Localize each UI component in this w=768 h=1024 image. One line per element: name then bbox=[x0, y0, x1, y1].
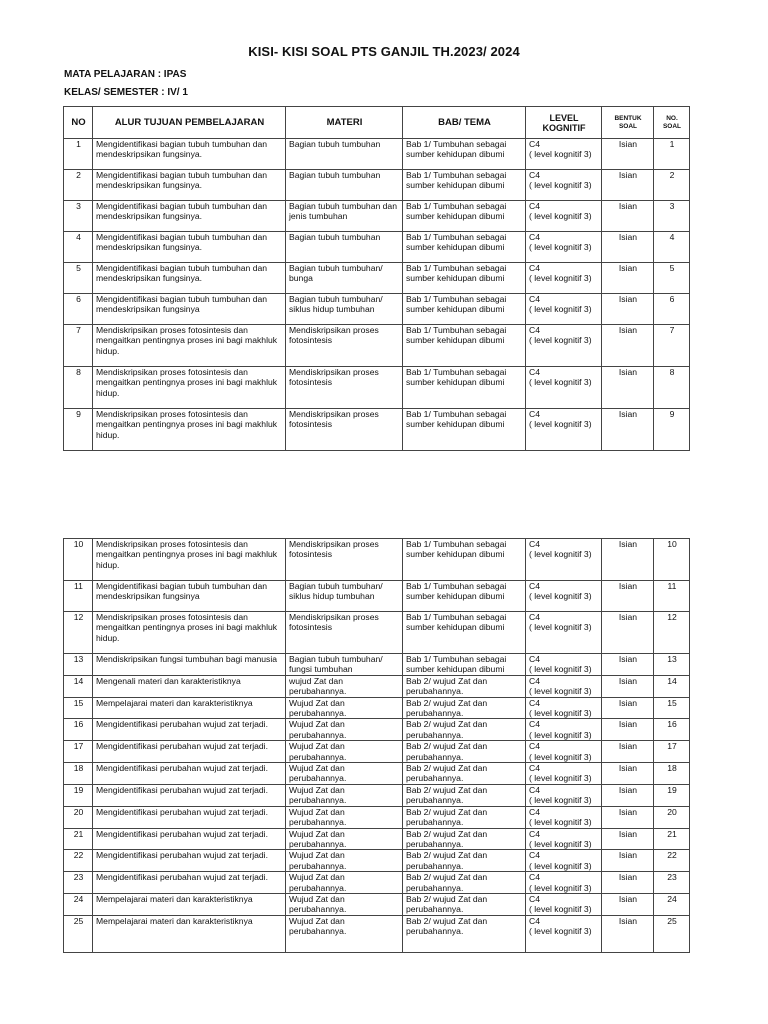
row-nosoal: 14 bbox=[654, 675, 690, 697]
row-nosoal: 10 bbox=[654, 539, 690, 581]
row-no: 11 bbox=[64, 581, 93, 612]
row-bentuk: Isian bbox=[602, 325, 654, 367]
row-bab: Bab 2/ wujud Zat dan perubahannya. bbox=[403, 850, 526, 872]
row-nosoal: 8 bbox=[654, 367, 690, 409]
row-bentuk: Isian bbox=[602, 612, 654, 654]
row-alur: Mengenali materi dan karakteristiknya bbox=[93, 675, 286, 697]
row-materi: Bagian tubuh tumbuhan/ siklus hidup tumbuhan bbox=[286, 581, 403, 612]
row-alur: Mendiskripsikan fungsi tumbuhan bagi manusia bbox=[93, 654, 286, 676]
row-bentuk: Isian bbox=[602, 367, 654, 409]
row-level: C4 ( level kognitif 3) bbox=[526, 139, 602, 170]
row-alur: Mengidentifikasi perubahan wujud zat terjadi. bbox=[93, 872, 286, 894]
row-bab: Bab 2/ wujud Zat dan perubahannya. bbox=[403, 719, 526, 741]
row-alur: Mengidentifikasi bagian tubuh tumbuhan dan mendeskripsikan fungsinya. bbox=[93, 232, 286, 263]
row-nosoal: 6 bbox=[654, 294, 690, 325]
header-bab: BAB/ TEMA bbox=[403, 107, 526, 139]
row-nosoal: 7 bbox=[654, 325, 690, 367]
row-level: C4 ( level kognitif 3) bbox=[526, 784, 602, 806]
row-materi: Bagian tubuh tumbuhan/ fungsi tumbuhan bbox=[286, 654, 403, 676]
row-bentuk: Isian bbox=[602, 201, 654, 232]
row-nosoal: 22 bbox=[654, 850, 690, 872]
row-level: C4 ( level kognitif 3) bbox=[526, 367, 602, 409]
row-materi: wujud Zat dan perubahannya. bbox=[286, 675, 403, 697]
table-row bbox=[64, 581, 690, 612]
row-no: 13 bbox=[64, 654, 93, 676]
table-header-row bbox=[64, 107, 690, 139]
row-alur: Mengidentifikasi bagian tubuh tumbuhan dan mendeskripsikan fungsinya. bbox=[93, 139, 286, 170]
row-materi: Wujud Zat dan perubahannya. bbox=[286, 763, 403, 785]
row-bab: Bab 1/ Tumbuhan sebagai sumber kehidupan dibumi bbox=[403, 139, 526, 170]
row-level: C4 ( level kognitif 3) bbox=[526, 201, 602, 232]
table-row bbox=[64, 763, 690, 785]
kisi-table-part-1 bbox=[63, 106, 690, 451]
row-bab: Bab 1/ Tumbuhan sebagai sumber kehidupan dibumi bbox=[403, 294, 526, 325]
row-nosoal: 20 bbox=[654, 806, 690, 828]
row-materi: Mendiskripsikan proses fotosintesis bbox=[286, 539, 403, 581]
row-materi: Mendiskripsikan proses fotosintesis bbox=[286, 367, 403, 409]
row-materi: Wujud Zat dan perubahannya. bbox=[286, 806, 403, 828]
row-level: C4 ( level kognitif 3) bbox=[526, 763, 602, 785]
header-no: NO bbox=[64, 107, 93, 139]
kisi-table-part-2 bbox=[63, 538, 690, 953]
row-bab: Bab 1/ Tumbuhan sebagai sumber kehidupan dibumi bbox=[403, 232, 526, 263]
row-bentuk: Isian bbox=[602, 675, 654, 697]
row-nosoal: 15 bbox=[654, 697, 690, 719]
table-row bbox=[64, 872, 690, 894]
row-level: C4 ( level kognitif 3) bbox=[526, 675, 602, 697]
row-no: 24 bbox=[64, 893, 93, 915]
row-bentuk: Isian bbox=[602, 139, 654, 170]
table-row bbox=[64, 170, 690, 201]
row-bab: Bab 1/ Tumbuhan sebagai sumber kehidupan dibumi bbox=[403, 201, 526, 232]
table-row bbox=[64, 654, 690, 676]
row-alur: Mendiskripsikan proses fotosintesis dan mengaitkan pentingnya proses ini bagi makhluk hidup. bbox=[93, 367, 286, 409]
row-bentuk: Isian bbox=[602, 232, 654, 263]
row-bab: Bab 2/ wujud Zat dan perubahannya. bbox=[403, 697, 526, 719]
row-bab: Bab 1/ Tumbuhan sebagai sumber kehidupan dibumi bbox=[403, 612, 526, 654]
row-no: 20 bbox=[64, 806, 93, 828]
row-bentuk: Isian bbox=[602, 654, 654, 676]
row-bab: Bab 2/ wujud Zat dan perubahannya. bbox=[403, 806, 526, 828]
row-bentuk: Isian bbox=[602, 806, 654, 828]
row-materi: Bagian tubuh tumbuhan bbox=[286, 170, 403, 201]
table-row bbox=[64, 325, 690, 367]
row-bab: Bab 1/ Tumbuhan sebagai sumber kehidupan dibumi bbox=[403, 367, 526, 409]
row-nosoal: 13 bbox=[654, 654, 690, 676]
row-bab: Bab 2/ wujud Zat dan perubahannya. bbox=[403, 893, 526, 915]
row-materi: Wujud Zat dan perubahannya. bbox=[286, 697, 403, 719]
row-level: C4 ( level kognitif 3) bbox=[526, 893, 602, 915]
table-row bbox=[64, 719, 690, 741]
row-alur: Mendiskripsikan proses fotosintesis dan mengaitkan pentingnya proses ini bagi makhluk hidup. bbox=[93, 612, 286, 654]
row-nosoal: 11 bbox=[654, 581, 690, 612]
row-no: 16 bbox=[64, 719, 93, 741]
row-level: C4 ( level kognitif 3) bbox=[526, 539, 602, 581]
row-bab: Bab 1/ Tumbuhan sebagai sumber kehidupan dibumi bbox=[403, 409, 526, 451]
table-row bbox=[64, 893, 690, 915]
row-no: 15 bbox=[64, 697, 93, 719]
row-bentuk: Isian bbox=[602, 741, 654, 763]
table-row bbox=[64, 367, 690, 409]
table-row bbox=[64, 806, 690, 828]
row-materi: Bagian tubuh tumbuhan bbox=[286, 139, 403, 170]
row-bab: Bab 1/ Tumbuhan sebagai sumber kehidupan dibumi bbox=[403, 263, 526, 294]
row-bentuk: Isian bbox=[602, 409, 654, 451]
row-materi: Wujud Zat dan perubahannya. bbox=[286, 784, 403, 806]
row-no: 2 bbox=[64, 170, 93, 201]
row-alur: Mempelajarai materi dan karakteristiknya bbox=[93, 915, 286, 952]
row-alur: Mendiskripsikan proses fotosintesis dan mengaitkan pentingnya proses ini bagi makhluk hidup. bbox=[93, 409, 286, 451]
row-materi: Wujud Zat dan perubahannya. bbox=[286, 872, 403, 894]
row-no: 18 bbox=[64, 763, 93, 785]
row-level: C4 ( level kognitif 3) bbox=[526, 232, 602, 263]
row-materi: Wujud Zat dan perubahannya. bbox=[286, 719, 403, 741]
row-nosoal: 25 bbox=[654, 915, 690, 952]
row-bab: Bab 2/ wujud Zat dan perubahannya. bbox=[403, 741, 526, 763]
row-bentuk: Isian bbox=[602, 294, 654, 325]
row-bentuk: Isian bbox=[602, 872, 654, 894]
row-bab: Bab 2/ wujud Zat dan perubahannya. bbox=[403, 828, 526, 850]
header-bentuk: BENTUK SOAL bbox=[602, 107, 654, 139]
row-bentuk: Isian bbox=[602, 170, 654, 201]
row-nosoal: 4 bbox=[654, 232, 690, 263]
row-alur: Mengidentifikasi perubahan wujud zat terjadi. bbox=[93, 719, 286, 741]
row-level: C4 ( level kognitif 3) bbox=[526, 263, 602, 294]
row-bentuk: Isian bbox=[602, 784, 654, 806]
row-bentuk: Isian bbox=[602, 263, 654, 294]
row-alur: Mengidentifikasi perubahan wujud zat terjadi. bbox=[93, 784, 286, 806]
row-materi: Wujud Zat dan perubahannya. bbox=[286, 741, 403, 763]
row-alur: Mengidentifikasi perubahan wujud zat terjadi. bbox=[93, 763, 286, 785]
row-bentuk: Isian bbox=[602, 828, 654, 850]
row-alur: Mengidentifikasi perubahan wujud zat terjadi. bbox=[93, 806, 286, 828]
page-title: KISI- KISI SOAL PTS GANJIL TH.2023/ 2024 bbox=[248, 44, 520, 59]
row-bab: Bab 2/ wujud Zat dan perubahannya. bbox=[403, 915, 526, 952]
table-row bbox=[64, 850, 690, 872]
row-materi: Wujud Zat dan perubahannya. bbox=[286, 850, 403, 872]
row-nosoal: 21 bbox=[654, 828, 690, 850]
row-materi: Bagian tubuh tumbuhan dan jenis tumbuhan bbox=[286, 201, 403, 232]
row-materi: Wujud Zat dan perubahannya. bbox=[286, 915, 403, 952]
row-bab: Bab 1/ Tumbuhan sebagai sumber kehidupan dibumi bbox=[403, 654, 526, 676]
header-alur: ALUR TUJUAN PEMBELAJARAN bbox=[93, 107, 286, 139]
kelas-semester: KELAS/ SEMESTER : IV/ 1 bbox=[64, 87, 188, 98]
row-bentuk: Isian bbox=[602, 539, 654, 581]
row-bab: Bab 1/ Tumbuhan sebagai sumber kehidupan dibumi bbox=[403, 539, 526, 581]
row-bab: Bab 2/ wujud Zat dan perubahannya. bbox=[403, 784, 526, 806]
row-no: 19 bbox=[64, 784, 93, 806]
row-alur: Mengidentifikasi bagian tubuh tumbuhan dan mendeskripsikan fungsinya bbox=[93, 581, 286, 612]
row-materi: Mendiskripsikan proses fotosintesis bbox=[286, 325, 403, 367]
row-no: 25 bbox=[64, 915, 93, 952]
row-nosoal: 17 bbox=[654, 741, 690, 763]
row-no: 9 bbox=[64, 409, 93, 451]
row-alur: Mengidentifikasi bagian tubuh tumbuhan dan mendeskripsikan fungsinya. bbox=[93, 201, 286, 232]
row-alur: Mendiskripsikan proses fotosintesis dan mengaitkan pentingnya proses ini bagi makhluk hidup. bbox=[93, 539, 286, 581]
row-level: C4 ( level kognitif 3) bbox=[526, 170, 602, 201]
row-no: 8 bbox=[64, 367, 93, 409]
row-nosoal: 2 bbox=[654, 170, 690, 201]
row-materi: Bagian tubuh tumbuhan bbox=[286, 232, 403, 263]
row-no: 1 bbox=[64, 139, 93, 170]
row-materi: Bagian tubuh tumbuhan/ siklus hidup tumbuhan bbox=[286, 294, 403, 325]
row-bab: Bab 2/ wujud Zat dan perubahannya. bbox=[403, 763, 526, 785]
row-alur: Mendiskripsikan proses fotosintesis dan mengaitkan pentingnya proses ini bagi makhluk hidup. bbox=[93, 325, 286, 367]
row-level: C4 ( level kognitif 3) bbox=[526, 654, 602, 676]
row-alur: Mengidentifikasi perubahan wujud zat terjadi. bbox=[93, 741, 286, 763]
row-nosoal: 19 bbox=[654, 784, 690, 806]
row-bentuk: Isian bbox=[602, 697, 654, 719]
row-alur: Mempelajarai materi dan karakteristiknya bbox=[93, 893, 286, 915]
row-level: C4 ( level kognitif 3) bbox=[526, 581, 602, 612]
row-bentuk: Isian bbox=[602, 719, 654, 741]
table-row bbox=[64, 915, 690, 952]
row-level: C4 ( level kognitif 3) bbox=[526, 409, 602, 451]
row-materi: Wujud Zat dan perubahannya. bbox=[286, 893, 403, 915]
row-no: 4 bbox=[64, 232, 93, 263]
row-level: C4 ( level kognitif 3) bbox=[526, 872, 602, 894]
row-no: 7 bbox=[64, 325, 93, 367]
row-no: 23 bbox=[64, 872, 93, 894]
table-row bbox=[64, 294, 690, 325]
row-level: C4 ( level kognitif 3) bbox=[526, 697, 602, 719]
row-alur: Mengidentifikasi bagian tubuh tumbuhan dan mendeskripsikan fungsinya. bbox=[93, 170, 286, 201]
row-level: C4 ( level kognitif 3) bbox=[526, 741, 602, 763]
row-nosoal: 18 bbox=[654, 763, 690, 785]
header-nosoal: NO. SOAL bbox=[654, 107, 690, 139]
row-nosoal: 23 bbox=[654, 872, 690, 894]
row-bentuk: Isian bbox=[602, 915, 654, 952]
table-row bbox=[64, 741, 690, 763]
row-nosoal: 12 bbox=[654, 612, 690, 654]
row-materi: Mendiskripsikan proses fotosintesis bbox=[286, 612, 403, 654]
row-no: 21 bbox=[64, 828, 93, 850]
row-level: C4 ( level kognitif 3) bbox=[526, 719, 602, 741]
row-level: C4 ( level kognitif 3) bbox=[526, 806, 602, 828]
row-nosoal: 24 bbox=[654, 893, 690, 915]
row-bentuk: Isian bbox=[602, 850, 654, 872]
row-materi: Mendiskripsikan proses fotosintesis bbox=[286, 409, 403, 451]
row-no: 5 bbox=[64, 263, 93, 294]
row-nosoal: 3 bbox=[654, 201, 690, 232]
row-level: C4 ( level kognitif 3) bbox=[526, 850, 602, 872]
table-row bbox=[64, 697, 690, 719]
mata-pelajaran: MATA PELAJARAN : IPAS bbox=[64, 69, 187, 80]
row-no: 17 bbox=[64, 741, 93, 763]
row-no: 14 bbox=[64, 675, 93, 697]
row-alur: Mengidentifikasi perubahan wujud zat terjadi. bbox=[93, 828, 286, 850]
row-bab: Bab 2/ wujud Zat dan perubahannya. bbox=[403, 675, 526, 697]
header-materi: MATERI bbox=[286, 107, 403, 139]
table-row bbox=[64, 139, 690, 170]
table-row bbox=[64, 201, 690, 232]
row-bentuk: Isian bbox=[602, 893, 654, 915]
row-bab: Bab 1/ Tumbuhan sebagai sumber kehidupan dibumi bbox=[403, 170, 526, 201]
row-bentuk: Isian bbox=[602, 581, 654, 612]
table-row bbox=[64, 539, 690, 581]
table-row bbox=[64, 263, 690, 294]
row-no: 10 bbox=[64, 539, 93, 581]
row-bentuk: Isian bbox=[602, 763, 654, 785]
row-bab: Bab 1/ Tumbuhan sebagai sumber kehidupan dibumi bbox=[403, 581, 526, 612]
row-nosoal: 5 bbox=[654, 263, 690, 294]
row-level: C4 ( level kognitif 3) bbox=[526, 612, 602, 654]
row-materi: Wujud Zat dan perubahannya. bbox=[286, 828, 403, 850]
row-nosoal: 1 bbox=[654, 139, 690, 170]
table-row bbox=[64, 828, 690, 850]
row-alur: Mempelajarai materi dan karakteristiknya bbox=[93, 697, 286, 719]
row-bab: Bab 2/ wujud Zat dan perubahannya. bbox=[403, 872, 526, 894]
table-row bbox=[64, 784, 690, 806]
row-no: 12 bbox=[64, 612, 93, 654]
table-row bbox=[64, 612, 690, 654]
row-level: C4 ( level kognitif 3) bbox=[526, 325, 602, 367]
table-row bbox=[64, 409, 690, 451]
row-alur: Mengidentifikasi bagian tubuh tumbuhan dan mendeskripsikan fungsinya bbox=[93, 294, 286, 325]
row-no: 6 bbox=[64, 294, 93, 325]
row-no: 3 bbox=[64, 201, 93, 232]
row-no: 22 bbox=[64, 850, 93, 872]
row-materi: Bagian tubuh tumbuhan/ bunga bbox=[286, 263, 403, 294]
row-bab: Bab 1/ Tumbuhan sebagai sumber kehidupan dibumi bbox=[403, 325, 526, 367]
row-alur: Mengidentifikasi perubahan wujud zat terjadi. bbox=[93, 850, 286, 872]
table-row bbox=[64, 675, 690, 697]
row-level: C4 ( level kognitif 3) bbox=[526, 294, 602, 325]
table-row bbox=[64, 232, 690, 263]
row-level: C4 ( level kognitif 3) bbox=[526, 828, 602, 850]
row-nosoal: 9 bbox=[654, 409, 690, 451]
row-alur: Mengidentifikasi bagian tubuh tumbuhan dan mendeskripsikan fungsinya. bbox=[93, 263, 286, 294]
row-level: C4 ( level kognitif 3) bbox=[526, 915, 602, 952]
header-level: LEVEL KOGNITIF bbox=[526, 107, 602, 139]
row-nosoal: 16 bbox=[654, 719, 690, 741]
